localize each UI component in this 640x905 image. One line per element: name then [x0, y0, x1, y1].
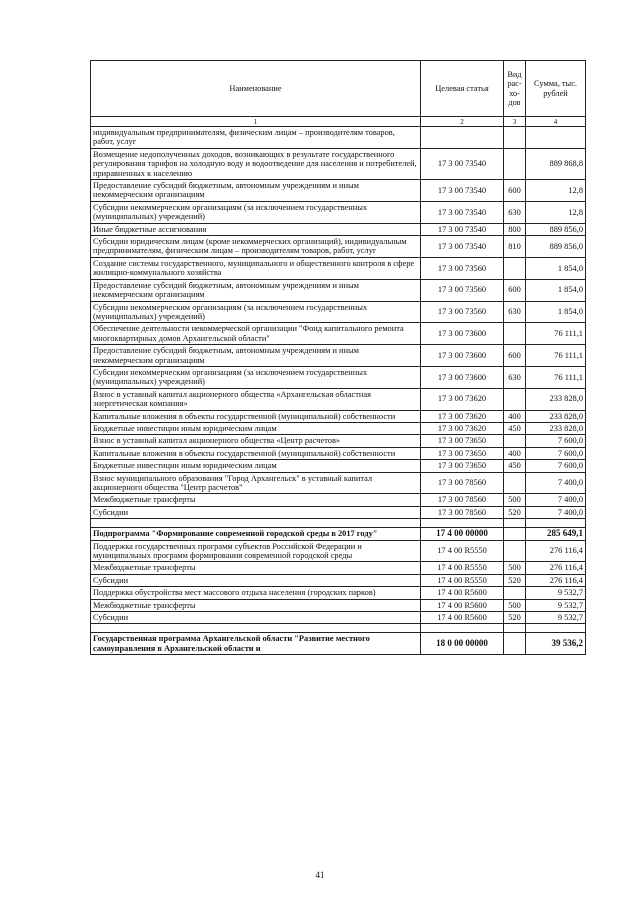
code-cell: 18 0 00 00000 [421, 633, 504, 655]
code-cell: 17 3 00 73540 [421, 148, 504, 179]
name-cell: Взнос в уставный капитал акционерного общества «Архангельская областная энергетическая компания» [91, 388, 421, 410]
code-cell: 17 3 00 78560 [421, 472, 504, 494]
table-row [91, 472, 586, 494]
code-cell: 17 3 00 73560 [421, 301, 504, 323]
table-row [91, 460, 586, 472]
name-cell: Капитальные вложения в объекты государственной (муниципальной) собственности [91, 410, 421, 422]
expense-type-cell: 500 [504, 562, 526, 574]
sum-cell: 285 649,1 [526, 528, 586, 540]
empty-cell [504, 519, 526, 528]
name-cell: Предоставление субсидий бюджетным, автономным учреждениям и иным некоммерческим организациям [91, 345, 421, 367]
name-cell: Межбюджетные трансферты [91, 494, 421, 506]
spacer-row [91, 624, 586, 633]
table-row [91, 366, 586, 388]
expense-type-cell: 450 [504, 422, 526, 434]
name-cell: Подпрограмма "Формирование современной городской среды в 2017 году" [91, 528, 421, 540]
code-cell: 17 4 00 00000 [421, 528, 504, 540]
table-row [91, 494, 586, 506]
sum-cell: 7 400,0 [526, 506, 586, 518]
table-row [91, 388, 586, 410]
sum-cell: 9 532,7 [526, 587, 586, 599]
expense-type-cell [504, 323, 526, 345]
sum-cell: 9 532,7 [526, 612, 586, 624]
expense-type-cell [504, 257, 526, 279]
sum-cell: 7 600,0 [526, 435, 586, 447]
table-row [91, 528, 586, 540]
expense-type-cell: 600 [504, 345, 526, 367]
empty-cell [421, 624, 504, 633]
code-cell: 17 3 00 73560 [421, 279, 504, 301]
expense-type-cell [504, 540, 526, 562]
table-row [91, 257, 586, 279]
expense-type-cell: 400 [504, 410, 526, 422]
expense-type-cell: 630 [504, 366, 526, 388]
expense-type-cell: 520 [504, 506, 526, 518]
expense-type-cell: 450 [504, 460, 526, 472]
name-cell: Иные бюджетные ассигнования [91, 223, 421, 235]
name-cell: Бюджетные инвестиции иным юридическим лицам [91, 422, 421, 434]
name-cell: Межбюджетные трансферты [91, 599, 421, 611]
expense-type-cell: 600 [504, 279, 526, 301]
sum-cell: 7 600,0 [526, 460, 586, 472]
name-cell: Бюджетные инвестиции иным юридическим лицам [91, 460, 421, 472]
expense-type-cell: 600 [504, 180, 526, 202]
spacer-row [91, 519, 586, 528]
code-cell: 17 3 00 73560 [421, 257, 504, 279]
table-row [91, 279, 586, 301]
sum-cell: 76 111,1 [526, 323, 586, 345]
table-row [91, 435, 586, 447]
empty-cell [421, 519, 504, 528]
sum-cell: 12,8 [526, 180, 586, 202]
code-cell: 17 3 00 73600 [421, 366, 504, 388]
name-cell: Взнос в уставный капитал акционерного общества «Центр расчетов» [91, 435, 421, 447]
name-cell: Субсидии [91, 612, 421, 624]
expense-type-cell: 800 [504, 223, 526, 235]
name-cell: Обеспечение деятельности некоммерческой организации "Фонд капитального ремонта многоквартирных домов Архангельской области" [91, 323, 421, 345]
expense-type-cell: 400 [504, 447, 526, 459]
name-cell: Поддержка обустройства мест массового отдыха населения (городских парков) [91, 587, 421, 599]
name-cell: Капитальные вложения в объекты государственной (муниципальной) собственности [91, 447, 421, 459]
name-cell: Субсидии некоммерческим организациям (за исключением государственных (муниципальных) учреждений) [91, 366, 421, 388]
expense-type-cell: 520 [504, 612, 526, 624]
page-number: 41 [315, 870, 325, 880]
sum-cell: 233 828,0 [526, 410, 586, 422]
header-num-4: 4 [526, 117, 586, 127]
expense-type-cell [504, 127, 526, 149]
header-name: Наименование [91, 61, 421, 117]
table-row [91, 540, 586, 562]
table-row [91, 201, 586, 223]
sum-cell: 7 400,0 [526, 472, 586, 494]
table-row [91, 506, 586, 518]
code-cell: 17 4 00 R5550 [421, 574, 504, 586]
expense-type-cell [504, 148, 526, 179]
name-cell: Взнос муниципального образования "Город Архангельск" в уставный капитал акционерного общества "Центр расчетов" [91, 472, 421, 494]
code-cell: 17 3 00 73540 [421, 236, 504, 258]
name-cell: индивидуальным предпринимателям, физическим лицам – производителям товаров, работ, услуг [91, 127, 421, 149]
header-expense-type: Вид рас-хо-дов [504, 61, 526, 117]
table-row [91, 422, 586, 434]
sum-cell: 233 828,0 [526, 388, 586, 410]
sum-cell: 276 116,4 [526, 562, 586, 574]
name-cell: Субсидии некоммерческим организациям (за исключением государственных (муниципальных) учреждений) [91, 301, 421, 323]
sum-cell: 7 600,0 [526, 447, 586, 459]
sum-cell: 889 868,8 [526, 148, 586, 179]
header-code: Целевая статья [421, 61, 504, 117]
code-cell: 17 4 00 R5600 [421, 587, 504, 599]
header-num-1: 1 [91, 117, 421, 127]
budget-table [90, 60, 586, 655]
table-row [91, 180, 586, 202]
name-cell: Субсидии [91, 574, 421, 586]
code-cell: 17 3 00 73540 [421, 201, 504, 223]
sum-cell: 1 854,0 [526, 279, 586, 301]
table-header [91, 61, 586, 127]
sum-cell: 276 116,4 [526, 540, 586, 562]
empty-cell [504, 624, 526, 633]
table-row [91, 633, 586, 655]
table-body [91, 127, 586, 655]
expense-type-cell: 500 [504, 494, 526, 506]
sum-cell: 9 532,7 [526, 599, 586, 611]
expense-type-cell [504, 528, 526, 540]
empty-cell [91, 624, 421, 633]
expense-type-cell [504, 388, 526, 410]
name-cell: Межбюджетные трансферты [91, 562, 421, 574]
expense-type-cell: 520 [504, 574, 526, 586]
sum-cell: 76 111,1 [526, 366, 586, 388]
code-cell: 17 3 00 73650 [421, 460, 504, 472]
sum-cell: 1 854,0 [526, 257, 586, 279]
code-cell: 17 3 00 73540 [421, 223, 504, 235]
table-row [91, 236, 586, 258]
code-cell: 17 3 00 73650 [421, 447, 504, 459]
code-cell: 17 3 00 73650 [421, 435, 504, 447]
sum-cell: 39 536,2 [526, 633, 586, 655]
code-cell: 17 3 00 73620 [421, 388, 504, 410]
code-cell: 17 4 00 R5550 [421, 540, 504, 562]
name-cell: Государственная программа Архангельской области "Развитие местного самоуправления в Архангельской области и [91, 633, 421, 655]
table-row [91, 447, 586, 459]
table-row [91, 301, 586, 323]
table-row [91, 148, 586, 179]
name-cell: Субсидии некоммерческим организациям (за исключением государственных (муниципальных) учреждений) [91, 201, 421, 223]
table-row [91, 587, 586, 599]
expense-type-cell [504, 633, 526, 655]
code-cell: 17 3 00 73540 [421, 180, 504, 202]
expense-type-cell [504, 435, 526, 447]
code-cell: 17 3 00 78560 [421, 494, 504, 506]
code-cell: 17 3 00 73620 [421, 422, 504, 434]
name-cell: Возмещение недополученных доходов, возникающих в результате государственного регулирования тарифов на холодную воду и водоотведение для населения и потребителей, приравненных к населению [91, 148, 421, 179]
table-row [91, 345, 586, 367]
sum-cell [526, 127, 586, 149]
empty-cell [526, 624, 586, 633]
header-sum: Сумма, тыс. рублей [526, 61, 586, 117]
expense-type-cell: 810 [504, 236, 526, 258]
expense-type-cell: 630 [504, 301, 526, 323]
code-cell: 17 4 00 R5600 [421, 612, 504, 624]
sum-cell: 889 856,0 [526, 236, 586, 258]
name-cell: Поддержка государственных программ субъектов Российской Федерации и муниципальных программ формирования современной городской среды [91, 540, 421, 562]
expense-type-cell: 500 [504, 599, 526, 611]
sum-cell: 233 828,0 [526, 422, 586, 434]
expense-type-cell [504, 472, 526, 494]
sum-cell: 276 116,4 [526, 574, 586, 586]
code-cell: 17 3 00 73600 [421, 323, 504, 345]
sum-cell: 12,8 [526, 201, 586, 223]
table-row [91, 574, 586, 586]
sum-cell: 76 111,1 [526, 345, 586, 367]
table-row [91, 223, 586, 235]
table-row [91, 612, 586, 624]
empty-cell [526, 519, 586, 528]
table-row [91, 127, 586, 149]
name-cell: Предоставление субсидий бюджетным, автономным учреждениям и иным некоммерческим организациям [91, 279, 421, 301]
table-row [91, 599, 586, 611]
expense-type-cell [504, 587, 526, 599]
code-cell: 17 4 00 R5600 [421, 599, 504, 611]
expense-type-cell: 630 [504, 201, 526, 223]
code-cell: 17 3 00 73620 [421, 410, 504, 422]
code-cell [421, 127, 504, 149]
name-cell: Создание системы государственного, муниципального и общественного контроля в сфере жилищно-коммунального хозяйства [91, 257, 421, 279]
table-row [91, 410, 586, 422]
table-row [91, 323, 586, 345]
code-cell: 17 3 00 78560 [421, 506, 504, 518]
sum-cell: 7 400,0 [526, 494, 586, 506]
header-num-3: 3 [504, 117, 526, 127]
header-num-2: 2 [421, 117, 504, 127]
sum-cell: 889 856,0 [526, 223, 586, 235]
name-cell: Субсидии [91, 506, 421, 518]
name-cell: Субсидии юридическим лицам (кроме некоммерческих организаций), индивидуальным предпринимателям, физическим лицам – производителям товаров, работ, услуг [91, 236, 421, 258]
code-cell: 17 4 00 R5550 [421, 562, 504, 574]
table-row [91, 562, 586, 574]
sum-cell: 1 854,0 [526, 301, 586, 323]
empty-cell [91, 519, 421, 528]
name-cell: Предоставление субсидий бюджетным, автономным учреждениям и иным некоммерческим организациям [91, 180, 421, 202]
code-cell: 17 3 00 73600 [421, 345, 504, 367]
